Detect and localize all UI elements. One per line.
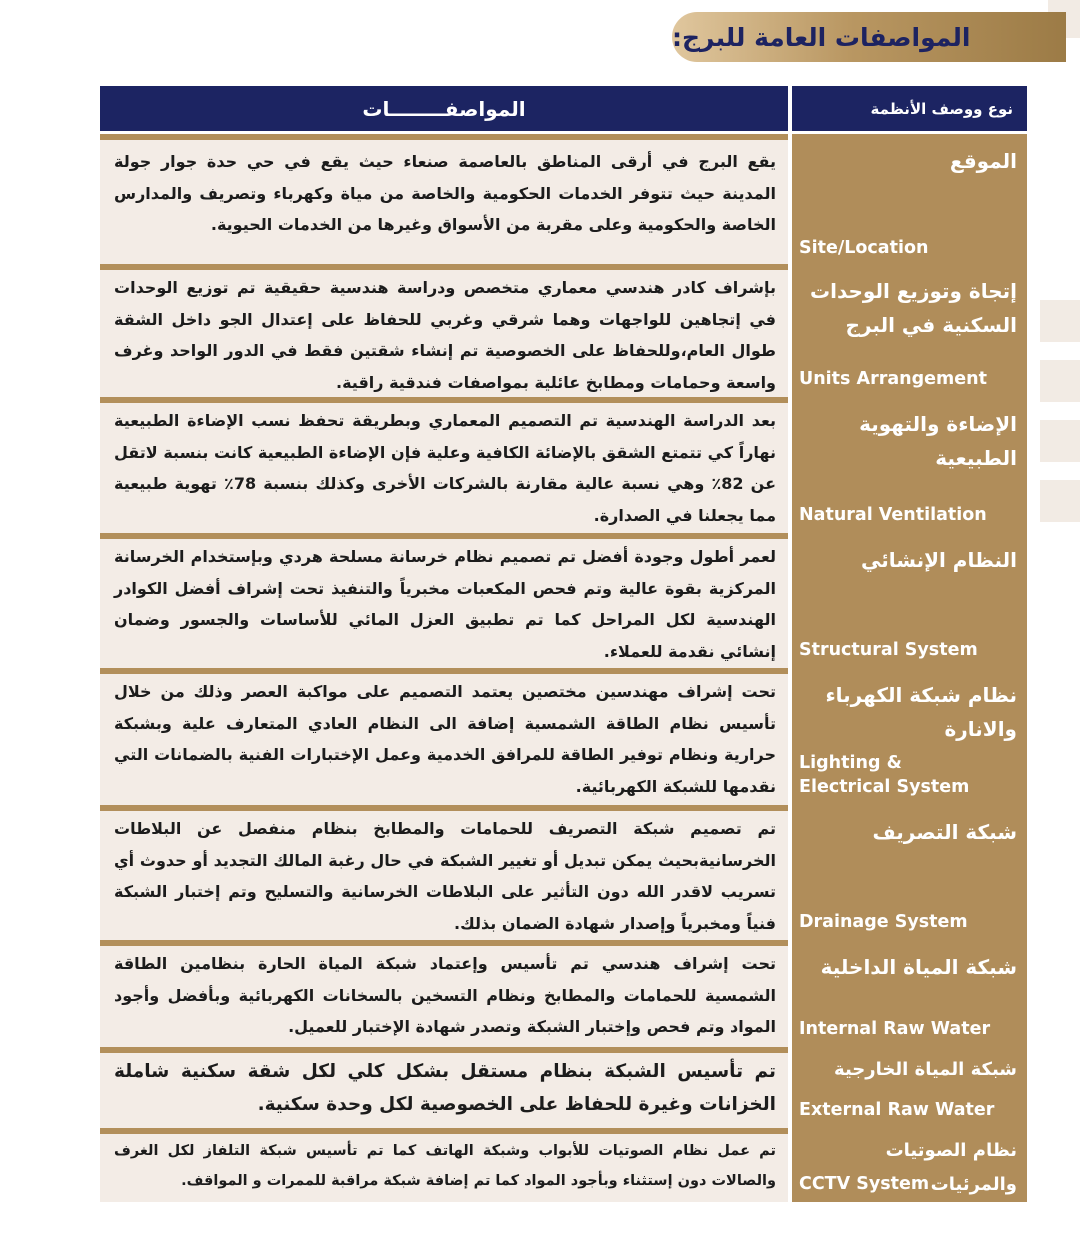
deco-square bbox=[1040, 300, 1080, 342]
type-arabic: نظام الصوتيات والمرئيات bbox=[885, 1140, 1017, 1195]
type-arabic: الإضاءة والتهوية الطبيعية bbox=[859, 412, 1017, 470]
table-row-internal-water bbox=[100, 940, 1027, 1047]
header-types: نوع ووصف الأنظمة bbox=[792, 86, 1027, 131]
table-row-structural bbox=[100, 533, 1027, 668]
spec-text: يقع البرج في أرقى المناطق بالعاصمة صنعاء حيث يقع في حي حدة جوار جولة المدينة حيث تتوفر الخدمات الحكومية والخاصة من مياة وكهرباء وتصريف والمدارس الخاصة والحكومية وعلى مقربة من الأسواق وغيرها من الخدمات الحيوية. bbox=[100, 134, 788, 266]
type-english: Internal Raw Water bbox=[799, 1019, 991, 1039]
spec-text: بإشراف كادر هندسي معماري متخصص ودراسة هندسية حقيقية تم توزيع الوحدات في إتجاهين للواجهات وهما شرقي وغربي للحفاظ على إعتدال الجو داخل الشقة طوال العام،وللحفاظ على الخصوصية تم إنشاء شقتين فقط في الدور الواحد وغرف واسعة وحمامات ومطابخ عائلية بمواصفات فندقية راقية. bbox=[100, 264, 788, 397]
type-arabic: شبكة المياة الخارجية bbox=[834, 1059, 1017, 1080]
type-english: External Raw Water bbox=[799, 1100, 995, 1120]
deco-square bbox=[1040, 360, 1080, 402]
spec-text: تم تأسيس الشبكة بنظام مستقل بشكل كلي لكل شقة سكنية شاملة الخزانات وغيرة للحفاظ على الخصوصية لكل وحدة سكنية. bbox=[100, 1047, 788, 1128]
type-cell bbox=[792, 668, 1027, 805]
type-cell bbox=[792, 1047, 1027, 1128]
type-english: Structural System bbox=[799, 640, 978, 660]
type-english: Natural Ventilation bbox=[799, 505, 987, 525]
spec-text: لعمر أطول وجودة أفضل تم تصميم نظام خرسانة مسلحة هردي وبإستخدام الخرسانة المركزية بقوة عالية وتم فحص المكعبات مخبرياً والتنفيذ تحت إشراف أفضل الكوادر الهندسية لكل المراحل كما تم تطبيق العزل المائي للأساسات والجسور وضمان إنشائي نقدمة للعملاء. bbox=[100, 533, 788, 668]
spec-text: تم تصميم شبكة التصريف للحمامات والمطابخ بنظام منفصل عن البلاطات الخرسانيةبحيث يمكن تبديل أو تغيير الشبكة في حال رغبة المالك التجديد أو حدوث أي تسريب لاقدر الله دون التأثير على البلاطات الخرسانية والتسليح وتم إختبار الشبكة فنياً ومخبرياً وإصدار شهادة الضمان بذلك. bbox=[100, 805, 788, 940]
type-arabic: الموقع bbox=[949, 149, 1017, 173]
type-cell bbox=[792, 134, 1027, 266]
header-specs: المواصفــــــــات bbox=[100, 86, 788, 131]
type-cell bbox=[792, 264, 1027, 397]
type-cell bbox=[792, 397, 1027, 533]
table-row-location bbox=[100, 134, 1027, 266]
spec-text: تم عمل نظام الصوتيات للأبواب وشبكة الهاتف كما تم تأسيس شبكة التلفاز لكل الغرف والصالات دون إستثناء وبأجود المواد كما تم إضافة شبكة مراقبة للممرات و المواقف. bbox=[100, 1128, 788, 1202]
deco-square bbox=[1040, 480, 1080, 522]
table-row-units bbox=[100, 264, 1027, 397]
type-cell bbox=[792, 805, 1027, 940]
type-english: Lighting & Electrical System bbox=[799, 753, 970, 797]
type-english: CCTV System bbox=[799, 1174, 930, 1194]
type-english: Site/Location bbox=[799, 238, 929, 258]
type-arabic: إتجاة وتوزيع الوحدات السكنية في البرج bbox=[809, 279, 1017, 337]
type-english: Drainage System bbox=[799, 912, 968, 932]
spec-text: تحت إشراف مهندسين مختصين يعتمد التصميم على مواكبة العصر وذلك من خلال تأسيس نظام الطاقة الشمسية إضافة الى النظام العادي المتعارف علية وبشبكة حرارية ونظام توفير الطاقة للمرافق الخدمية وعمل الإختبارات الفنية بالضمانات التي نقدمها للشبكة الكهربائية. bbox=[100, 668, 788, 805]
type-arabic: شبكة المياة الداخلية bbox=[820, 955, 1017, 979]
table-row-ventilation bbox=[100, 397, 1027, 533]
spec-text: بعد الدراسة الهندسية تم التصميم المعماري وبطريقة تحفظ نسب الإضاءة الطبيعية نهاراً كي تتمتع الشقق بالإضائة الكافية وعلية فإن الإضاءة الطبيعية كانت بنسبة لاتقل عن 82٪ وهي نسبة عالية مقارنة بالشركات الأخرى وكذلك بنسبة 78٪ تهوية طبيعية مما يجعلنا في الصدارة. bbox=[100, 397, 788, 533]
page-title: المواصفات العامة للبرج: bbox=[672, 12, 1066, 62]
type-arabic: شبكة التصريف bbox=[872, 820, 1017, 844]
table-row-external-water bbox=[100, 1047, 1027, 1128]
table-row-drainage bbox=[100, 805, 1027, 940]
type-cell bbox=[792, 940, 1027, 1047]
type-english: Units Arrangement bbox=[799, 369, 987, 389]
table-row-electrical bbox=[100, 668, 1027, 805]
deco-square bbox=[1040, 420, 1080, 462]
table-row-cctv bbox=[100, 1128, 1027, 1202]
spec-text: تحت إشراف هندسي تم تأسيس وإعتماد شبكة المياة الحارة بنظامين الطاقة الشمسية للحمامات والمطابخ ونظام التسخين بالسخانات الكهربائية وبأفضل وأجود المواد وتم فحص وإختبار الشبكة وتصدر شهادة الإختبار للعميل. bbox=[100, 940, 788, 1047]
type-cell bbox=[792, 533, 1027, 668]
type-arabic: النظام الإنشائي bbox=[860, 548, 1017, 572]
type-cell bbox=[792, 1128, 1027, 1202]
type-arabic: نظام شبكة الكهرباء والانارة bbox=[825, 683, 1017, 741]
